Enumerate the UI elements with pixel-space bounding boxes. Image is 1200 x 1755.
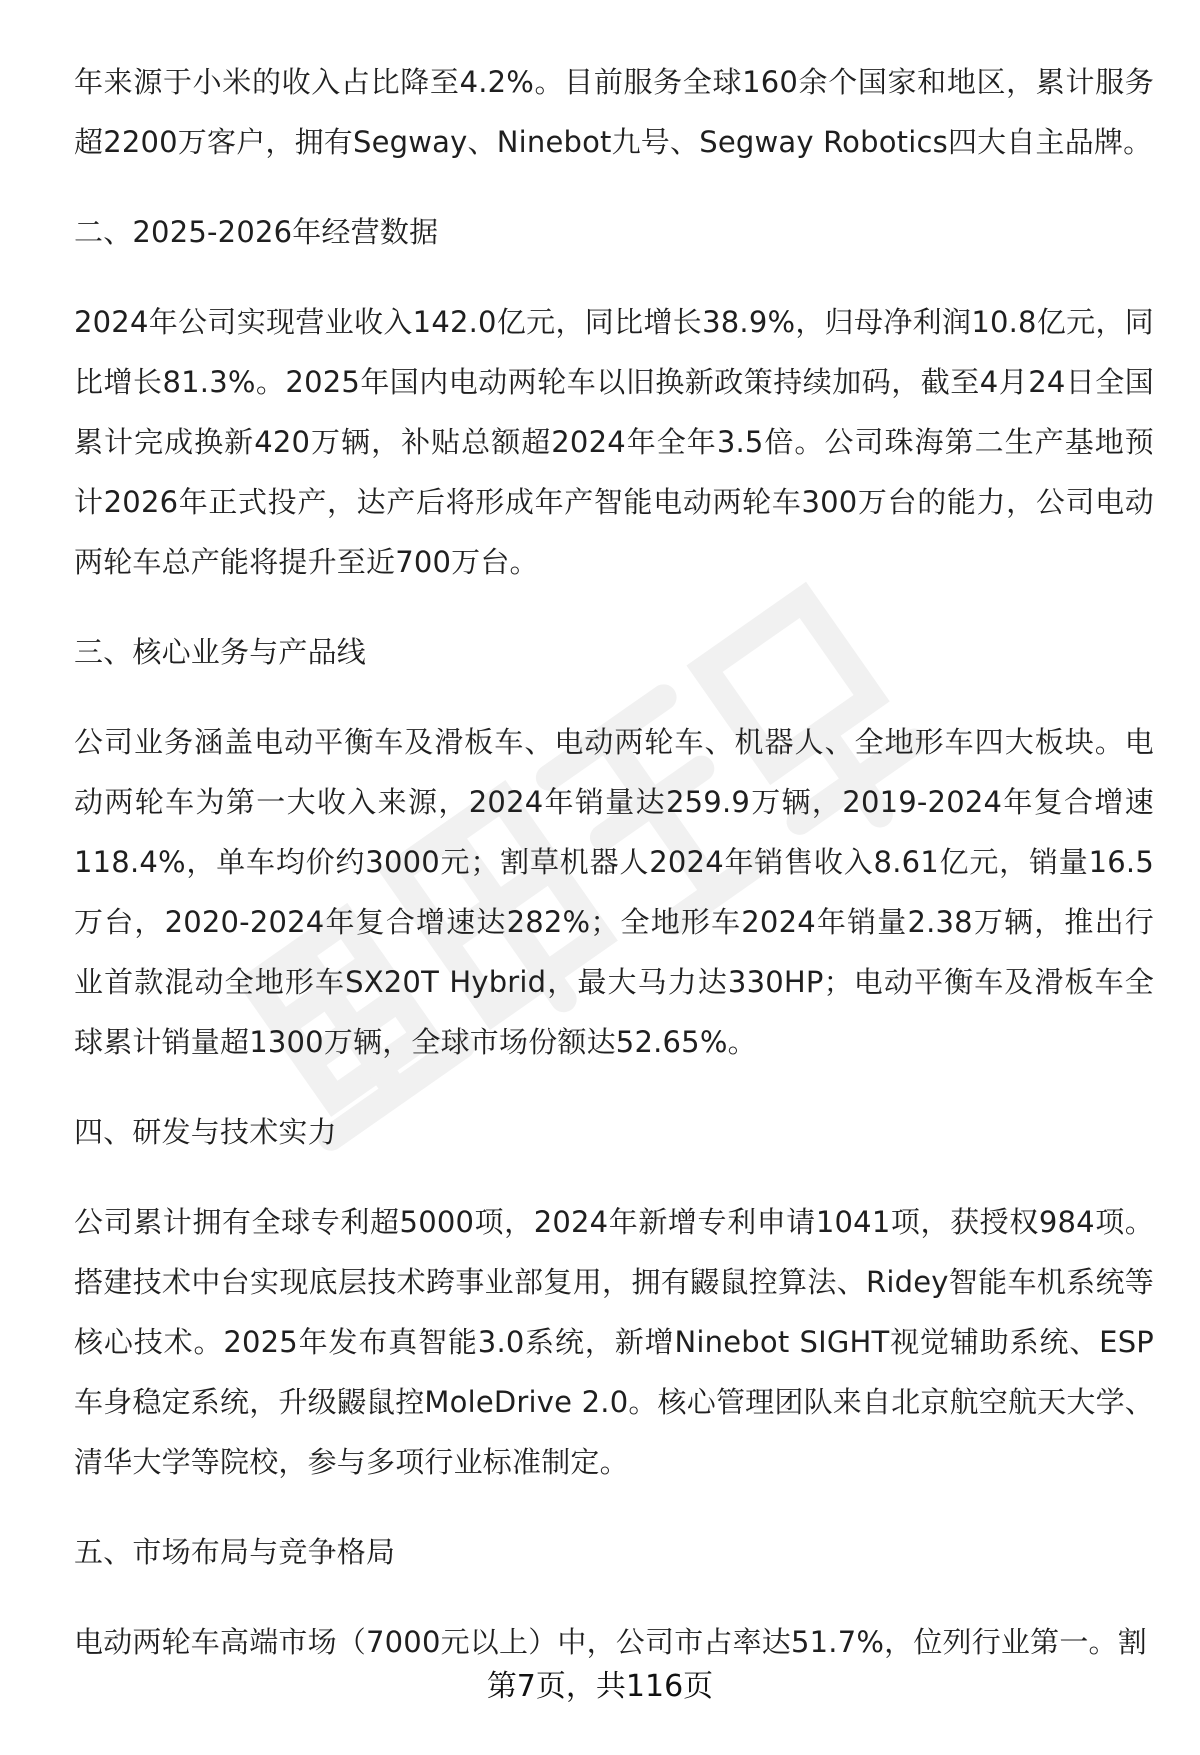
section-body-core-business: 公司业务涵盖电动平衡车及滑板车、电动两轮车、机器人、全地形车四大板块。电动两轮车为第一大收入来源，2024年销量达259.9万辆，2019-2024年复合增速118.4%，单车均价约3000元；割草机器人2024年销售收入8.61亿元，销量16.5万台，2020-2024年复合增速达282%；全地形车2024年销量2.38万辆，推出行业首款混动全地形车SX20T Hybrid，最大马力达330HP；电动平衡车及滑板车全球累计销量超1300万辆，全球市场份额达52.65%。 bbox=[74, 725, 1154, 1059]
section-heading-operating-data: 二、2025-2026年经营数据 bbox=[74, 215, 439, 249]
section-body-rnd: 公司累计拥有全球专利超5000项，2024年新增专利申请1041项，获授权984项。搭建技术中台实现底层技术跨事业部复用，拥有鼹鼠控算法、Ridey智能车机系统等核心技术。2025年发布真智能3.0系统，新增Ninebot SIGHT视觉辅助系统、ESP车身稳定系统，升级鼹鼠控MoleDrive 2.0。核心管理团队来自北京航空航天大学、清华大学等院校，参与多项行业标准制定。 bbox=[74, 1205, 1154, 1479]
page-number-footer: 第7页，共116页 bbox=[486, 1669, 714, 1704]
section-body-market: 电动两轮车高端市场（7000元以上）中，公司市占率达51.7%，位列行业第一。割 bbox=[74, 1625, 1147, 1659]
section-heading-rnd: 四、研发与技术实力 bbox=[74, 1115, 337, 1149]
document-page bbox=[74, 52, 1154, 1702]
intro-paragraph: 年来源于小米的收入占比降至4.2%。目前服务全球160余个国家和地区，累计服务超2200万客户，拥有Segway、Ninebot九号、Segway Robotics四大自主品牌。 bbox=[74, 65, 1154, 159]
section-heading-core-business: 三、核心业务与产品线 bbox=[74, 635, 367, 669]
section-body-operating-data: 2024年公司实现营业收入142.0亿元，同比增长38.9%，归母净利润10.8亿元，同比增长81.3%。2025年国内电动两轮车以旧换新政策持续加码，截至4月24日全国累计完成换新420万辆，补贴总额超2024年全年3.5倍。公司珠海第二生产基地预计2026年正式投产，达产后将形成年产智能电动两轮车300万台的能力，公司电动两轮车总产能将提升至近700万台。 bbox=[74, 305, 1154, 579]
section-heading-market: 五、市场布局与竞争格局 bbox=[74, 1535, 396, 1569]
